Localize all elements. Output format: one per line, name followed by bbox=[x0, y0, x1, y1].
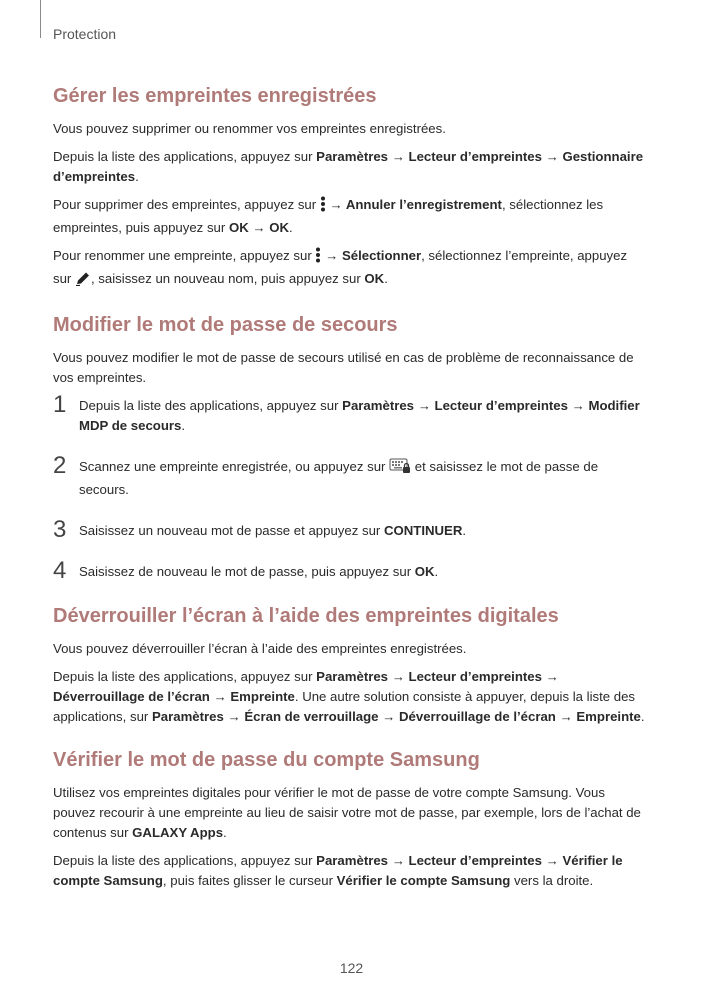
section-verify-samsung-account bbox=[53, 747, 648, 891]
page-content bbox=[53, 83, 648, 911]
step-item: 1 Depuis la liste des applications, appuyez sur Paramètres → Lecteur d’empreintes → Modifier MDP de secours. bbox=[53, 391, 640, 433]
paragraph: Vous pouvez supprimer ou renommer vos empreintes enregistrées. bbox=[53, 121, 446, 136]
page-number: 122 bbox=[339, 960, 364, 976]
paragraph: Pour supprimer des empreintes, appuyez sur → Annuler l’enregistrement, sélectionnez les empreintes, puis appuyez sur OK → OK. bbox=[53, 197, 604, 235]
paragraph: Vous pouvez modifier le mot de passe de secours utilisé en cas de problème de reconnaissance de vos empreintes. bbox=[53, 350, 634, 385]
paragraph: Depuis la liste des applications, appuyez sur Paramètres → Lecteur d’empreintes → Déverrouillage de l’écran → Empreinte. Une autre solution consiste à appuyer, depuis la liste des applications, sur Paramètres → Écran de verrouillage → Déverrouillage de l’écran → Empreinte. bbox=[53, 669, 645, 724]
step-item: 4 Saisissez de nouveau le mot de passe, puis appuyez sur OK. bbox=[53, 557, 439, 584]
section-title: Vérifier le mot de passe du compte Samsung bbox=[53, 749, 480, 771]
paragraph: Depuis la liste des applications, appuyez sur Paramètres → Lecteur d’empreintes → Gestionnaire d’empreintes. bbox=[53, 149, 644, 184]
step-item: 2 Scannez une empreinte enregistrée, ou appuyez sur et saisissez le mot de passe de secours. bbox=[53, 452, 599, 497]
paragraph: Utilisez vos empreintes digitales pour vérifier le mot de passe de votre compte Samsung. Vous pouvez recourir à une empreinte au lieu de saisir votre mot de passe, par exemple, lors de l’achat de contenus sur GALAXY Apps. bbox=[53, 785, 641, 840]
paragraph: Depuis la liste des applications, appuyez sur Paramètres → Lecteur d’empreintes → Vérifier le compte Samsung, puis faites glisser le curseur Vérifier le compte Samsung vers la droite. bbox=[53, 853, 623, 888]
section-unlock-screen bbox=[53, 603, 648, 727]
keyboard-lock-icon bbox=[389, 458, 411, 480]
step-number: 3 bbox=[53, 516, 67, 543]
step-number: 1 bbox=[53, 391, 67, 418]
section-manage-fingerprints bbox=[53, 83, 648, 292]
section-backup-password bbox=[53, 312, 648, 582]
header-rule bbox=[40, 0, 41, 38]
section-header: Protection bbox=[53, 26, 117, 42]
step-list bbox=[53, 391, 648, 584]
edit-pencil-icon bbox=[75, 271, 91, 292]
paragraph: Pour renommer une empreinte, appuyez sur → Sélectionner, sélectionnez l’empreinte, appuyez sur , saisissez un nouveau nom, puis appuyez sur OK. bbox=[53, 246, 648, 292]
paragraph: Vous pouvez déverrouiller l’écran à l’aide des empreintes enregistrées. bbox=[53, 641, 467, 656]
section-title: Déverrouiller l’écran à l’aide des empreintes digitales bbox=[53, 605, 559, 627]
step-item: 3 Saisissez un nouveau mot de passe et appuyez sur CONTINUER. bbox=[53, 516, 467, 543]
step-number: 2 bbox=[53, 452, 67, 479]
step-number: 4 bbox=[53, 557, 67, 584]
section-title: Modifier le mot de passe de secours bbox=[53, 314, 398, 336]
section-title: Gérer les empreintes enregistrées bbox=[53, 85, 377, 107]
